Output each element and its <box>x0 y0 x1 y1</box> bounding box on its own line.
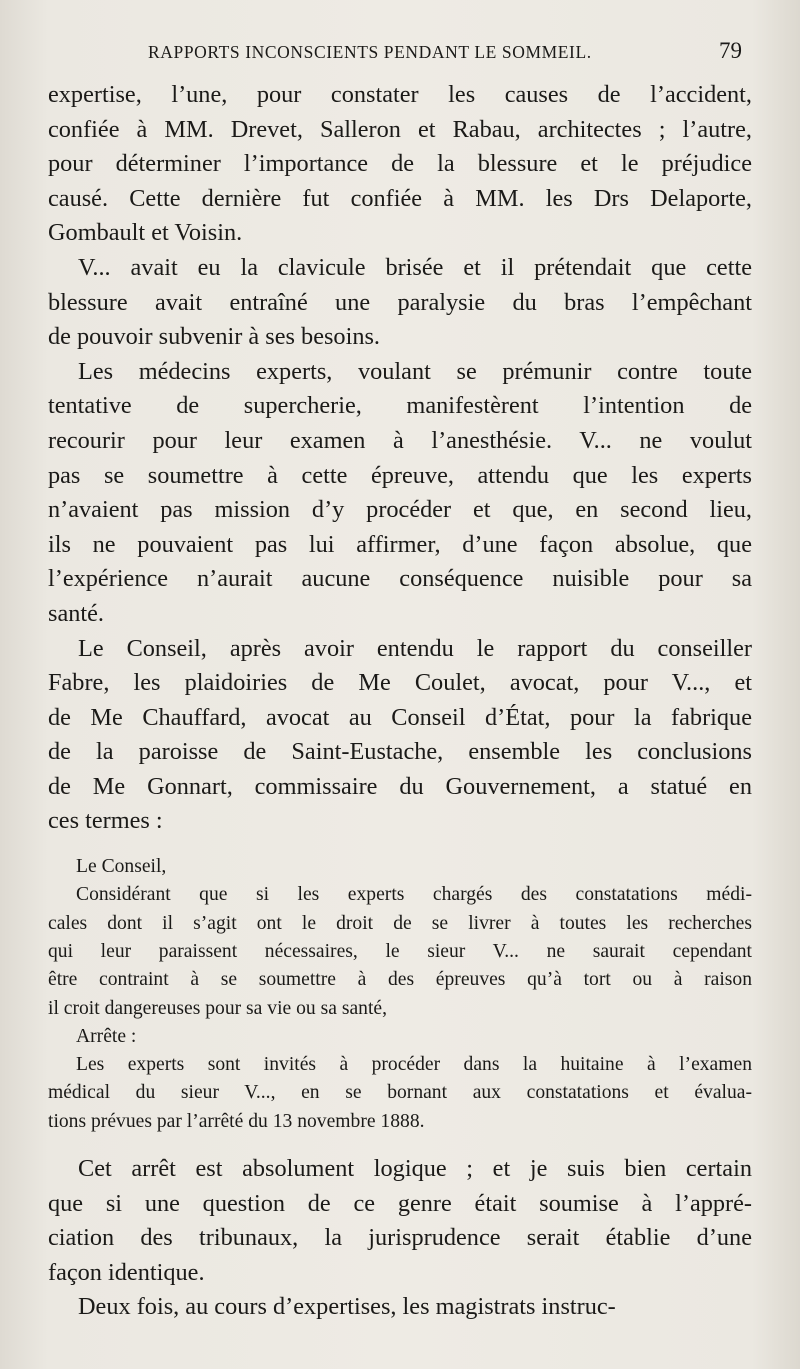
text-line: de la paroisse de Saint-Eustache, ensemble les conclusions <box>48 738 752 766</box>
quotation-line: qui leur paraissent nécessaires, le sieur V... ne saurait cependant <box>48 940 752 962</box>
text-line: ils ne pouvaient pas lui affirmer, d’une façon absolue, que <box>48 530 752 558</box>
paragraph <box>48 251 752 355</box>
page-body <box>48 78 752 1325</box>
quotation-line: cales dont il s’agit ont le droit de se livrer à toutes les recherches <box>48 912 752 934</box>
text-line: Les médecins experts, voulant se prémunir contre toute <box>78 357 752 385</box>
text-line: de pouvoir subvenir à ses besoins. <box>48 323 381 351</box>
text-line: Deux fois, au cours d’expertises, les magistrats instruc- <box>78 1293 616 1321</box>
running-head <box>48 38 752 78</box>
paragraph <box>48 1290 752 1325</box>
quoted-decision <box>48 853 752 1136</box>
text-line: de Me Gonnart, commissaire du Gouvernement, a statué en <box>48 772 752 800</box>
page-number: 79 <box>719 38 742 63</box>
text-line: Fabre, les plaidoiries de Me Coulet, avocat, pour V..., et <box>48 669 752 697</box>
text-line: pour déterminer l’importance de la blessure et le préjudice <box>48 150 752 178</box>
text-line: tentative de supercherie, manifestèrent l’intention de <box>48 392 752 420</box>
paragraph <box>48 632 752 840</box>
text-line: n’avaient pas mission d’y procéder et que, en second lieu, <box>48 496 752 524</box>
text-line: V... avait eu la clavicule brisée et il prétendait que cette <box>78 253 752 281</box>
quotation-line: être contraint à se soumettre à des épreuves qu’à tort ou à raison <box>48 969 752 991</box>
text-line: causé. Cette dernière fut confiée à MM. les Drs Delaporte, <box>48 184 752 212</box>
quotation-line: Considérant que si les experts chargés des constatations médi- <box>76 884 752 906</box>
text-line: Le Conseil, après avoir entendu le rapport du conseiller <box>78 634 752 662</box>
text-line: confiée à MM. Drevet, Salleron et Rabau, architectes ; l’autre, <box>48 115 752 143</box>
quotation-line: Le Conseil, <box>76 856 167 878</box>
quotation-line: médical du sieur V..., en se bornant aux constatations et évalua- <box>48 1082 752 1104</box>
text-line: blessure avait entraîné une paralysie du bras l’empêchant <box>48 288 752 316</box>
text-line: façon identique. <box>48 1258 205 1286</box>
running-title: RAPPORTS INCONSCIENTS PENDANT LE SOMMEIL. <box>148 42 592 62</box>
text-line: ces termes : <box>48 807 163 835</box>
paragraph <box>48 1152 752 1290</box>
text-line: de Me Chauffard, avocat au Conseil d’État, pour la fabrique <box>48 703 752 731</box>
quotation-line: tions prévues par l’arrêté du 13 novembre 1888. <box>48 1110 425 1132</box>
paragraph <box>48 78 752 251</box>
text-line: ciation des tribunaux, la jurisprudence serait établie d’une <box>48 1224 752 1252</box>
text-line: pas se soumettre à cette épreuve, attendu que les experts <box>48 461 752 489</box>
text-line: recourir pour leur examen à l’anesthésie. V... ne voulut <box>48 426 752 454</box>
text-line: Cet arrêt est absolument logique ; et je suis bien certain <box>78 1155 752 1183</box>
text-line: l’expérience n’aurait aucune conséquence nuisible pour sa <box>48 565 752 593</box>
quotation-line: Les experts sont invités à procéder dans la huitaine à l’examen <box>76 1054 752 1076</box>
text-line: expertise, l’une, pour constater les causes de l’accident, <box>48 81 752 108</box>
text-line: santé. <box>48 599 104 627</box>
text-line: Gombault et Voisin. <box>48 219 243 247</box>
quotation-line: il croit dangereuses pour sa vie ou sa santé, <box>48 997 387 1019</box>
quotation-line: Arrête : <box>76 1025 137 1047</box>
text-line: que si une question de ce genre était soumise à l’appré- <box>48 1189 752 1217</box>
paragraph <box>48 355 752 632</box>
